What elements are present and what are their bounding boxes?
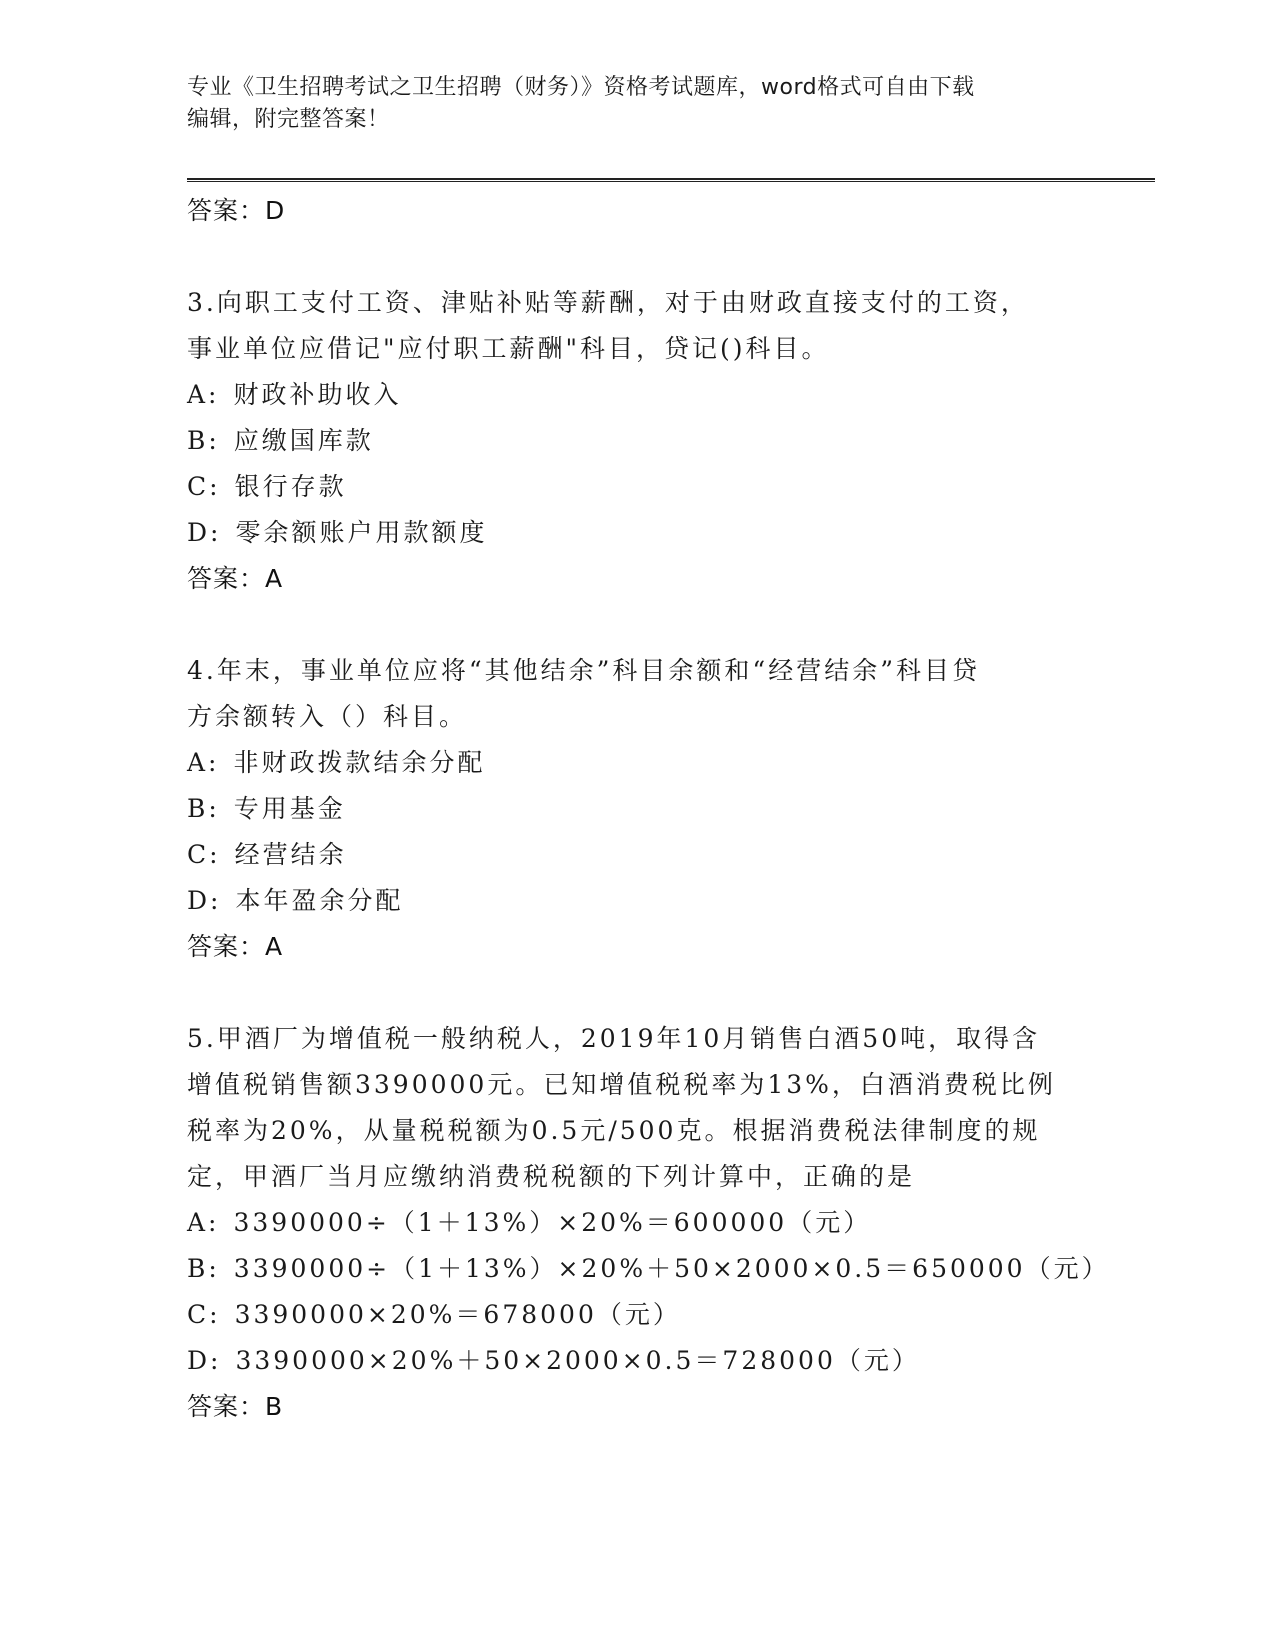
header-line-2: 编辑，附完整答案！ (187, 107, 390, 132)
header-divider (187, 178, 1155, 182)
option-text: 3390000÷（1＋13%）×20%＝600000（元） (233, 1208, 872, 1237)
option-letter: B: (187, 426, 220, 455)
answer: 答案：B (187, 1392, 284, 1421)
option-text: 3390000×20%＋50×2000×0.5＝728000（元） (235, 1346, 920, 1375)
option-letter: D: (187, 518, 222, 547)
option-c (187, 464, 1087, 510)
option-text: 3390000×20%＝678000（元） (234, 1300, 681, 1329)
spacer (187, 602, 1087, 648)
option-b (187, 1246, 1110, 1292)
option-text: 专用基金 (233, 794, 346, 823)
spacer (187, 970, 1087, 1016)
option-text: 本年盈余分配 (235, 886, 404, 915)
previous-answer: 答案：D (187, 196, 286, 225)
option-text: 零余额账户用款额度 (235, 518, 488, 547)
option-letter: D: (187, 1346, 222, 1375)
question-text-line: 增值税销售额3390000元。已知增值税税率为13%，白酒消费税比例 (187, 1070, 1056, 1099)
spacer (187, 234, 1087, 280)
option-text: 非财政拨款结余分配 (233, 748, 486, 777)
option-a (187, 740, 1087, 786)
option-letter: B: (187, 794, 220, 823)
question-text-line: 5.甲酒厂为增值税一般纳税人，2019年10月销售白酒50吨，取得含 (187, 1024, 1041, 1053)
document-body (187, 188, 1110, 1430)
question-text-line: 4.年末，事业单位应将“其他结余”科目余额和“经营结余”科目贷 (187, 656, 980, 685)
option-text: 3390000÷（1＋13%）×20%＋50×2000×0.5＝650000（元） (233, 1254, 1110, 1283)
option-b (187, 418, 1087, 464)
question-5 (187, 1016, 1110, 1430)
option-letter: A: (187, 380, 220, 409)
document-header (187, 72, 1067, 136)
option-letter: B: (187, 1254, 220, 1283)
question-4 (187, 648, 1087, 970)
question-text-line: 3.向职工支付工资、津贴补贴等薪酬，对于由财政直接支付的工资， (187, 288, 1029, 317)
option-c (187, 832, 1087, 878)
question-text-line: 方余额转入（）科目。 (187, 702, 468, 731)
option-c (187, 1292, 1087, 1338)
option-letter: A: (187, 748, 220, 777)
option-text: 财政补助收入 (233, 380, 402, 409)
option-a (187, 372, 1087, 418)
header-line-1: 专业《卫生招聘考试之卫生招聘（财务）》资格考试题库，word格式可自由下载 (187, 75, 975, 100)
question-text-line: 税率为20%，从量税税额为0.5元/500克。根据消费税法律制度的规 (187, 1116, 1041, 1145)
option-letter: A: (187, 1208, 220, 1237)
answer: 答案：A (187, 564, 284, 593)
option-b (187, 786, 1087, 832)
option-letter: D: (187, 886, 222, 915)
question-3 (187, 280, 1087, 602)
option-letter: C: (187, 472, 221, 501)
option-text: 经营结余 (234, 840, 347, 869)
option-a (187, 1200, 1087, 1246)
option-d (187, 1338, 1087, 1384)
option-d (187, 878, 1087, 924)
question-text-line: 事业单位应借记"应付职工薪酬"科目，贷记()科目。 (187, 334, 830, 363)
option-letter: C: (187, 840, 221, 869)
answer: 答案：A (187, 932, 284, 961)
option-letter: C: (187, 1300, 221, 1329)
question-text-line: 定，甲酒厂当月应缴纳消费税税额的下列计算中，正确的是 (187, 1162, 916, 1191)
option-d (187, 510, 1087, 556)
option-text: 银行存款 (234, 472, 347, 501)
option-text: 应缴国库款 (233, 426, 374, 455)
